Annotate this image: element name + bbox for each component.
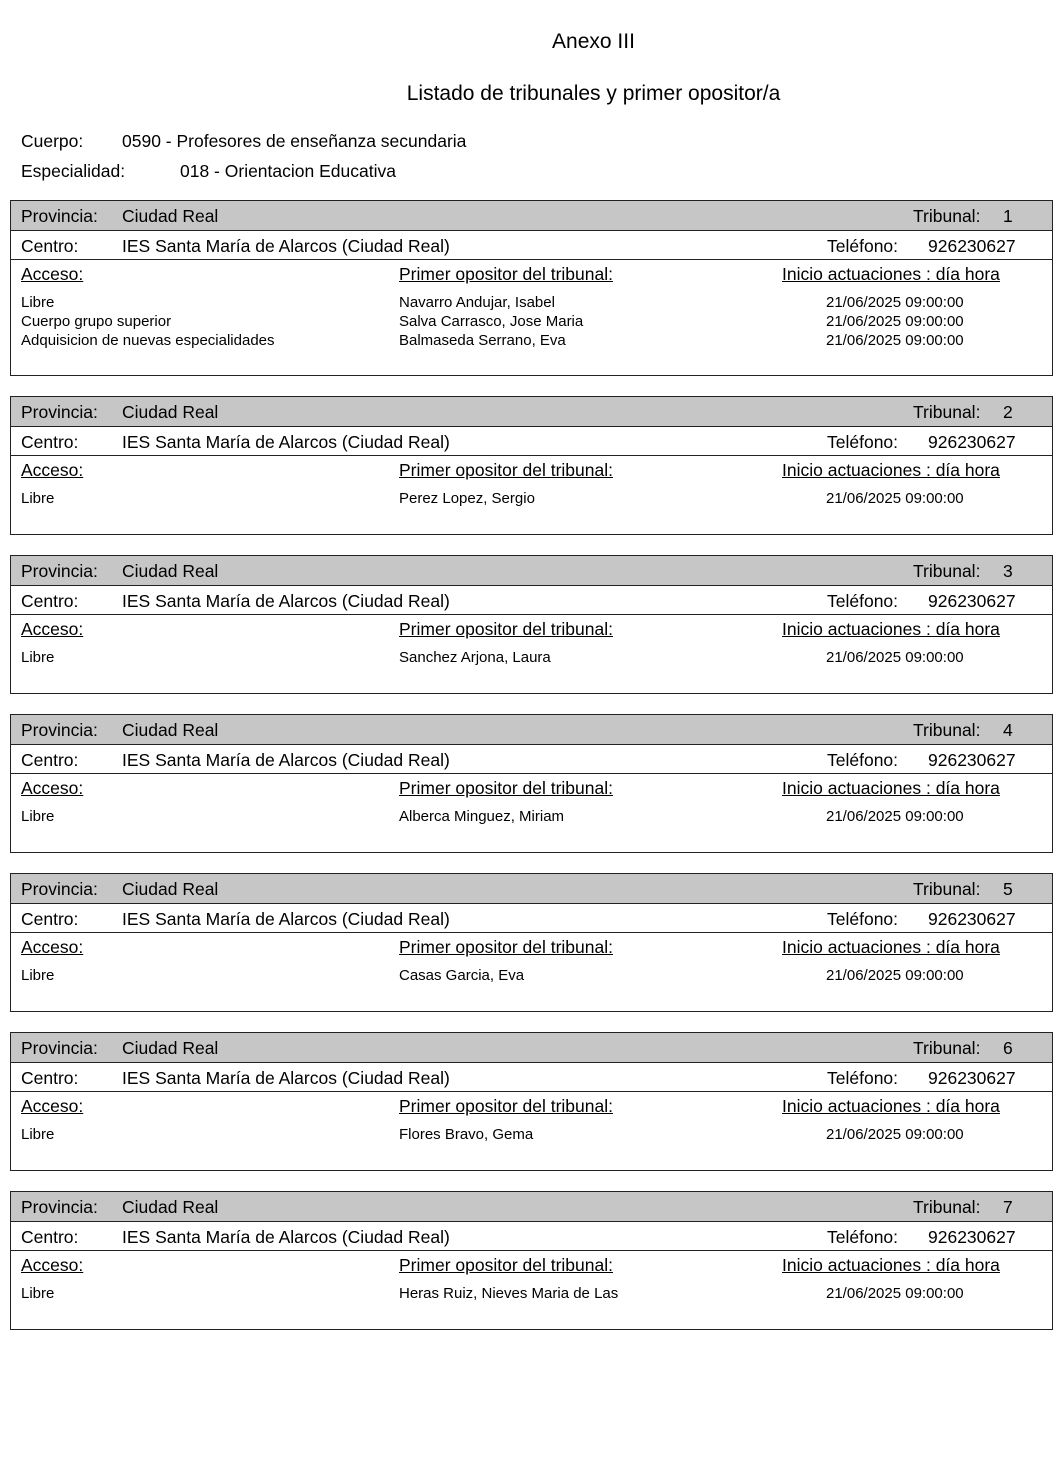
inicio-value: 21/06/2025 09:00:00 — [826, 332, 964, 349]
tribunal-body — [11, 933, 1052, 1011]
acceso-value: Libre — [21, 967, 55, 984]
cuerpo-label: Cuerpo: — [21, 131, 84, 151]
tribunal-block — [10, 396, 1053, 535]
centro-label: Centro: — [21, 591, 79, 611]
provincia-value: Ciudad Real — [122, 206, 219, 226]
inicio-value: 21/06/2025 09:00:00 — [826, 967, 964, 984]
row-list — [11, 490, 1052, 509]
centro-label: Centro: — [21, 750, 79, 770]
acceso-header: Acceso: — [21, 937, 84, 957]
opositor-value: Balmaseda Serrano, Eva — [399, 332, 566, 349]
centro-label: Centro: — [21, 1227, 79, 1247]
page-title: Anexo III — [552, 30, 635, 53]
centro-value: IES Santa María de Alarcos (Ciudad Real) — [122, 591, 450, 611]
telefono-label: Teléfono: — [827, 750, 899, 770]
acceso-value: Libre — [21, 294, 55, 311]
centro-label: Centro: — [21, 236, 79, 256]
row-list — [11, 294, 1052, 351]
tribunal-body — [11, 260, 1052, 375]
acceso-header: Acceso: — [21, 619, 84, 639]
tribunal-header — [11, 1192, 1052, 1222]
acceso-value: Adquisicion de nuevas especialidades — [21, 332, 275, 349]
centro-row — [11, 586, 1052, 615]
telefono-label: Teléfono: — [827, 1068, 899, 1088]
telefono-value: 926230627 — [928, 750, 1016, 770]
centro-value: IES Santa María de Alarcos (Ciudad Real) — [122, 909, 450, 929]
provincia-value: Ciudad Real — [122, 561, 219, 581]
primer-opositor-header: Primer opositor del tribunal: — [399, 778, 613, 798]
acceso-header: Acceso: — [21, 264, 84, 284]
especialidad-value: 018 - Orientacion Educativa — [180, 161, 396, 181]
tribunal-number: 5 — [1003, 879, 1013, 899]
opositor-value: Perez Lopez, Sergio — [399, 490, 535, 507]
centro-row — [11, 1063, 1052, 1092]
telefono-value: 926230627 — [928, 432, 1016, 452]
row-list — [11, 649, 1052, 668]
table-row — [11, 967, 1052, 986]
inicio-value: 21/06/2025 09:00:00 — [826, 313, 964, 330]
tribunal-header — [11, 1033, 1052, 1063]
inicio-header: Inicio actuaciones : día hora — [782, 937, 1000, 957]
centro-value: IES Santa María de Alarcos (Ciudad Real) — [122, 432, 450, 452]
inicio-value: 21/06/2025 09:00:00 — [826, 808, 964, 825]
table-row — [11, 332, 1052, 351]
provincia-value: Ciudad Real — [122, 720, 219, 740]
tribunal-block — [10, 1191, 1053, 1330]
tribunal-body — [11, 615, 1052, 693]
telefono-value: 926230627 — [928, 909, 1016, 929]
centro-row — [11, 904, 1052, 933]
acceso-value: Libre — [21, 490, 55, 507]
acceso-header: Acceso: — [21, 460, 84, 480]
primer-opositor-header: Primer opositor del tribunal: — [399, 1096, 613, 1116]
inicio-header: Inicio actuaciones : día hora — [782, 1255, 1000, 1275]
provincia-label: Provincia: — [21, 1197, 98, 1217]
tribunal-header — [11, 715, 1052, 745]
provincia-label: Provincia: — [21, 206, 98, 226]
telefono-value: 926230627 — [928, 1227, 1016, 1247]
primer-opositor-header: Primer opositor del tribunal: — [399, 460, 613, 480]
acceso-header: Acceso: — [21, 778, 84, 798]
tribunal-block — [10, 873, 1053, 1012]
inicio-value: 21/06/2025 09:00:00 — [826, 649, 964, 666]
primer-opositor-header: Primer opositor del tribunal: — [399, 619, 613, 639]
acceso-value: Libre — [21, 808, 55, 825]
opositor-value: Casas Garcia, Eva — [399, 967, 525, 984]
opositor-value: Flores Bravo, Gema — [399, 1126, 534, 1143]
acceso-header: Acceso: — [21, 1096, 84, 1116]
centro-label: Centro: — [21, 909, 79, 929]
centro-row — [11, 427, 1052, 456]
table-row — [11, 313, 1052, 332]
opositor-value: Sanchez Arjona, Laura — [399, 649, 551, 666]
table-row — [11, 808, 1052, 827]
inicio-header: Inicio actuaciones : día hora — [782, 778, 1000, 798]
especialidad-label: Especialidad: — [21, 161, 126, 181]
centro-label: Centro: — [21, 1068, 79, 1088]
provincia-label: Provincia: — [21, 402, 98, 422]
tribunal-label: Tribunal: — [913, 206, 981, 226]
tribunal-block — [10, 200, 1053, 376]
row-list — [11, 967, 1052, 986]
centro-value: IES Santa María de Alarcos (Ciudad Real) — [122, 1227, 450, 1247]
centro-value: IES Santa María de Alarcos (Ciudad Real) — [122, 1068, 450, 1088]
tribunal-body — [11, 1251, 1052, 1329]
table-row — [11, 490, 1052, 509]
acceso-value: Libre — [21, 1285, 55, 1302]
tribunal-list — [10, 200, 1053, 1350]
table-row — [11, 649, 1052, 668]
telefono-label: Teléfono: — [827, 432, 899, 452]
tribunal-label: Tribunal: — [913, 720, 981, 740]
centro-row — [11, 231, 1052, 260]
tribunal-label: Tribunal: — [913, 402, 981, 422]
telefono-value: 926230627 — [928, 591, 1016, 611]
tribunal-block — [10, 555, 1053, 694]
tribunal-number: 7 — [1003, 1197, 1013, 1217]
telefono-label: Teléfono: — [827, 591, 899, 611]
opositor-value: Salva Carrasco, Jose Maria — [399, 313, 584, 330]
provincia-value: Ciudad Real — [122, 1197, 219, 1217]
tribunal-number: 1 — [1003, 206, 1013, 226]
opositor-value: Navarro Andujar, Isabel — [399, 294, 555, 311]
cuerpo-value: 0590 - Profesores de enseñanza secundaria — [122, 131, 467, 151]
inicio-value: 21/06/2025 09:00:00 — [826, 1285, 964, 1302]
provincia-value: Ciudad Real — [122, 1038, 219, 1058]
tribunal-number: 3 — [1003, 561, 1013, 581]
inicio-value: 21/06/2025 09:00:00 — [826, 1126, 964, 1143]
table-row — [11, 294, 1052, 313]
tribunal-label: Tribunal: — [913, 1197, 981, 1217]
inicio-value: 21/06/2025 09:00:00 — [826, 490, 964, 507]
tribunal-label: Tribunal: — [913, 561, 981, 581]
telefono-label: Teléfono: — [827, 236, 899, 256]
table-row — [11, 1285, 1052, 1304]
primer-opositor-header: Primer opositor del tribunal: — [399, 264, 613, 284]
row-list — [11, 808, 1052, 827]
centro-value: IES Santa María de Alarcos (Ciudad Real) — [122, 750, 450, 770]
inicio-header: Inicio actuaciones : día hora — [782, 619, 1000, 639]
row-list — [11, 1126, 1052, 1145]
acceso-value: Libre — [21, 1126, 55, 1143]
tribunal-label: Tribunal: — [913, 1038, 981, 1058]
centro-value: IES Santa María de Alarcos (Ciudad Real) — [122, 236, 450, 256]
tribunal-number: 6 — [1003, 1038, 1013, 1058]
centro-label: Centro: — [21, 432, 79, 452]
inicio-header: Inicio actuaciones : día hora — [782, 460, 1000, 480]
tribunal-label: Tribunal: — [913, 879, 981, 899]
provincia-label: Provincia: — [21, 561, 98, 581]
tribunal-body — [11, 774, 1052, 852]
provincia-label: Provincia: — [21, 1038, 98, 1058]
acceso-value: Cuerpo grupo superior — [21, 313, 172, 330]
provincia-value: Ciudad Real — [122, 879, 219, 899]
telefono-value: 926230627 — [928, 236, 1016, 256]
telefono-value: 926230627 — [928, 1068, 1016, 1088]
inicio-header: Inicio actuaciones : día hora — [782, 1096, 1000, 1116]
tribunal-number: 2 — [1003, 402, 1013, 422]
especialidad-line — [21, 161, 396, 182]
acceso-header: Acceso: — [21, 1255, 84, 1275]
provincia-label: Provincia: — [21, 720, 98, 740]
table-row — [11, 1126, 1052, 1145]
tribunal-header — [11, 556, 1052, 586]
page-subtitle: Listado de tribunales y primer opositor/a — [406, 82, 781, 105]
tribunal-block — [10, 1032, 1053, 1171]
tribunal-number: 4 — [1003, 720, 1013, 740]
inicio-value: 21/06/2025 09:00:00 — [826, 294, 964, 311]
opositor-value: Alberca Minguez, Miriam — [399, 808, 565, 825]
tribunal-header — [11, 874, 1052, 904]
opositor-value: Heras Ruiz, Nieves Maria de Las — [399, 1285, 619, 1302]
tribunal-body — [11, 456, 1052, 534]
tribunal-header — [11, 397, 1052, 427]
telefono-label: Teléfono: — [827, 1227, 899, 1247]
row-list — [11, 1285, 1052, 1304]
telefono-label: Teléfono: — [827, 909, 899, 929]
cuerpo-line — [21, 131, 466, 152]
centro-row — [11, 745, 1052, 774]
tribunal-header — [11, 201, 1052, 231]
tribunal-block — [10, 714, 1053, 853]
acceso-value: Libre — [21, 649, 55, 666]
centro-row — [11, 1222, 1052, 1251]
inicio-header: Inicio actuaciones : día hora — [782, 264, 1000, 284]
primer-opositor-header: Primer opositor del tribunal: — [399, 1255, 613, 1275]
provincia-label: Provincia: — [21, 879, 98, 899]
tribunal-body — [11, 1092, 1052, 1170]
provincia-value: Ciudad Real — [122, 402, 219, 422]
primer-opositor-header: Primer opositor del tribunal: — [399, 937, 613, 957]
